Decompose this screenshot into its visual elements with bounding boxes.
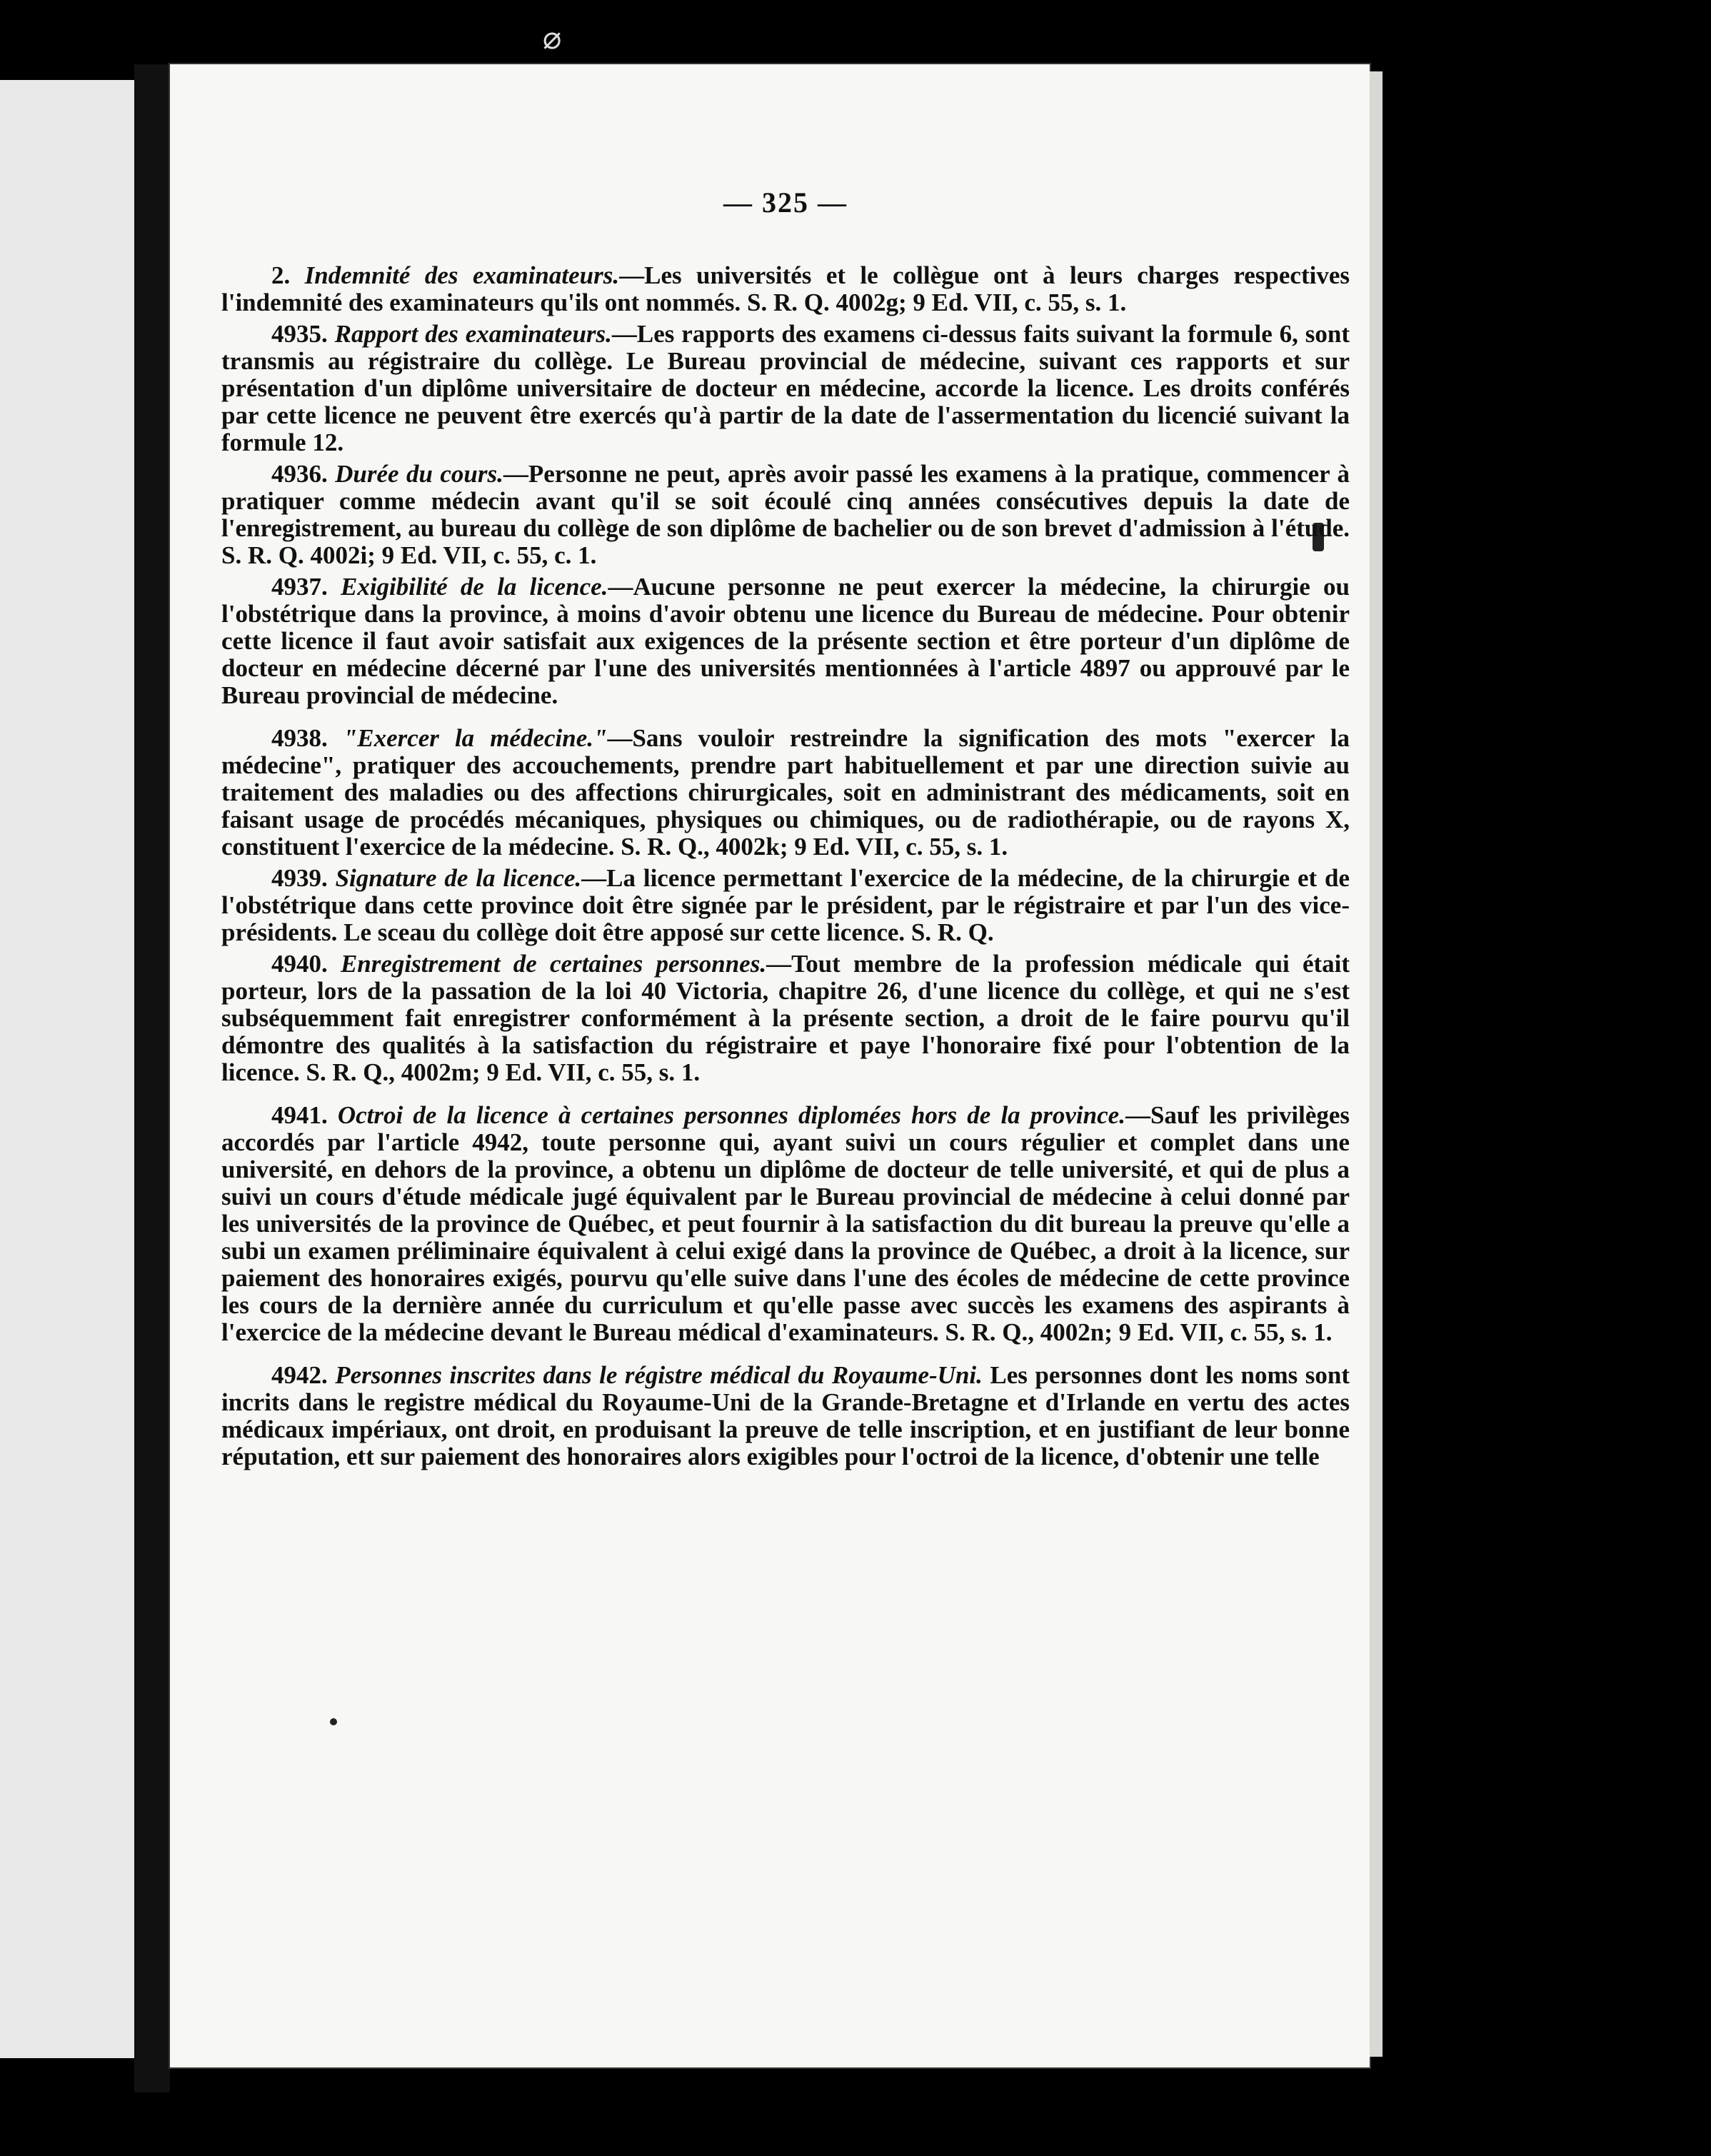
article-heading: Octroi de la licence à certaines personnes diplomées hors de la province. <box>337 1101 1125 1129</box>
article-text: —Sauf les privilèges accordés par l'article 4942, toute personne qui, ayant suivi un cours régulier et complet dans une université, en dehors de la province, a obtenu un diplôme de docteur de telle université, et qui de plus a suivi un cours d'étude médicale jugé équivalent par le Bureau provincial de médecine à celui donné par les universités de la province de Québec, et peut fournir à la satisfaction du dit bureau la preuve qu'elle a subi un examen préliminaire équivalent à celui exigé dans la province de Québec, a droit à la licence, sur paiement des honoraires exigés, pourvu qu'elle suive dans l'une des écoles de médecine de cette province les cours de la dernière année du curriculum et qu'elle passe avec succès les examens des aspirants à l'exercice de la médecine devant le Bureau médical d'examinateurs. S. R. Q., 4002n; 9 Ed. VII, c. 55, s. 1. <box>221 1101 1350 1346</box>
article-number: 4935. <box>271 320 328 348</box>
article-4937 <box>221 573 1350 709</box>
article-number: 4938. <box>271 724 328 752</box>
article-number: 4937. <box>271 573 328 601</box>
margin-dot <box>330 1718 337 1725</box>
article-heading: Personnes inscrites dans le régistre médical du Royaume-Uni. <box>335 1361 983 1389</box>
page-stack-edge <box>1370 71 1383 2057</box>
article-text: —Les rapports des examens ci-dessus faits suivant la formule 6, sont transmis au régistraire du collège. Le Bureau provincial de médecine, suivant ces rapports et sur présentation d'un diplôme universitaire de docteur en médecine, accorde la licence. Les droits conférés par cette licence ne peuvent être exercés qu'à partir de la date de l'assermentation du licencié suivant la formule 12. <box>221 320 1350 456</box>
article-4941 <box>221 1102 1350 1346</box>
page-content <box>221 186 1350 1475</box>
article-4935 <box>221 321 1350 456</box>
article-text: —Sans vouloir restreindre la signification des mots "exercer la médecine", pratiquer des accouchements, prendre part habituellement et par une direction suivie au traitement des maladies ou des affections chirurgicales, soit en administrant des médicaments, soit en faisant usage de procédés mécaniques, physiques ou chimiques, ou de radiothérapie, ou de rayons X, constituent l'exercice de la médecine. S. R. Q., 4002k; 9 Ed. VII, c. 55, s. 1. <box>221 724 1350 861</box>
scan-mark: ⌀ <box>543 20 562 56</box>
article-heading: Rapport des examinateurs. <box>334 320 612 348</box>
article-heading: Durée du cours. <box>335 460 503 488</box>
article-number: 4941. <box>271 1101 328 1129</box>
article-text: —Les universités et le collègue ont à leurs charges respectives l'indemnité des examinateurs qu'ils ont nommés. S. R. Q. 4002g; 9 Ed. VII, c. 55, s. 1. <box>221 261 1350 316</box>
article-heading: Indemnité des examinateurs. <box>304 261 620 289</box>
article-heading: "Exercer la médecine." <box>343 724 608 752</box>
article-number: 4936. <box>271 460 328 488</box>
article-text: —Personne ne peut, après avoir passé les examens à la pratique, commencer à pratiquer comme médecin avant qu'il se soit écoulé cinq années consécutives depuis la date de l'enregistrement, au bureau du collège de son diplôme de bachelier ou de son brevet d'admission à l'étude. S. R. Q. 4002i; 9 Ed. VII, c. 55, c. 1. <box>221 460 1350 569</box>
article-number: 4939. <box>271 864 328 892</box>
article-4942 <box>221 1362 1350 1470</box>
article-heading: Signature de la licence. <box>335 864 582 892</box>
article-2 <box>221 262 1350 316</box>
article-4938 <box>221 725 1350 861</box>
article-text: Les personnes dont les noms sont incrits dans le registre médical du Royaume-Uni de la Grande-Bretagne et d'Irlande en vertu des actes médicaux impériaux, ont droit, en produisant la preuve de telle inscription, et en justifiant de leur bonne réputation, ett sur paiement des honoraires alors exigibles pour l'octroi de la licence, d'obtenir une telle <box>221 1361 1350 1470</box>
page-number: — 325 — <box>723 186 848 219</box>
article-text: —Tout membre de la profession médicale qui était porteur, lors de la passation de la loi 40 Victoria, chapitre 26, d'une licence du collège, et qui ne s'est subséquemment fait enregistrer conformément à la présente section, a droit de le faire pourvu qu'il démontre des qualités à la satisfaction du régistraire et paye l'honoraire fixé pour l'obtention de la licence. S. R. Q., 4002m; 9 Ed. VII, c. 55, s. 1. <box>221 950 1350 1086</box>
article-text: —La licence permettant l'exercice de la médecine, de la chirurgie et de l'obstétrique dans cette province doit être signée par le président, par le régistraire et par l'un des vice-présidents. Le sceau du collège doit être apposé sur cette licence. S. R. Q. <box>221 864 1350 946</box>
article-heading: Enregistrement de certaines personnes. <box>340 950 767 978</box>
article-number: 4942. <box>271 1361 328 1389</box>
article-number: 2. <box>271 261 291 289</box>
article-number: 4940. <box>271 950 328 978</box>
book-gutter <box>134 64 170 2092</box>
article-4939 <box>221 865 1350 946</box>
article-4940 <box>221 951 1350 1086</box>
article-4936 <box>221 461 1350 569</box>
article-heading: Exigibilité de la licence. <box>340 573 608 601</box>
article-text: —Aucune personne ne peut exercer la médecine, la chirurgie ou l'obstétrique dans la province, à moins d'avoir obtenu une licence du Bureau de médecine. Pour obtenir cette licence il faut avoir satisfait aux exigences de la présente section et être porteur d'un diplôme de docteur en médecine décerné par l'une des universités mentionnées à l'article 4897 ou approuvé par le Bureau provincial de médecine. <box>221 573 1350 709</box>
facing-page-edge <box>0 80 134 2058</box>
